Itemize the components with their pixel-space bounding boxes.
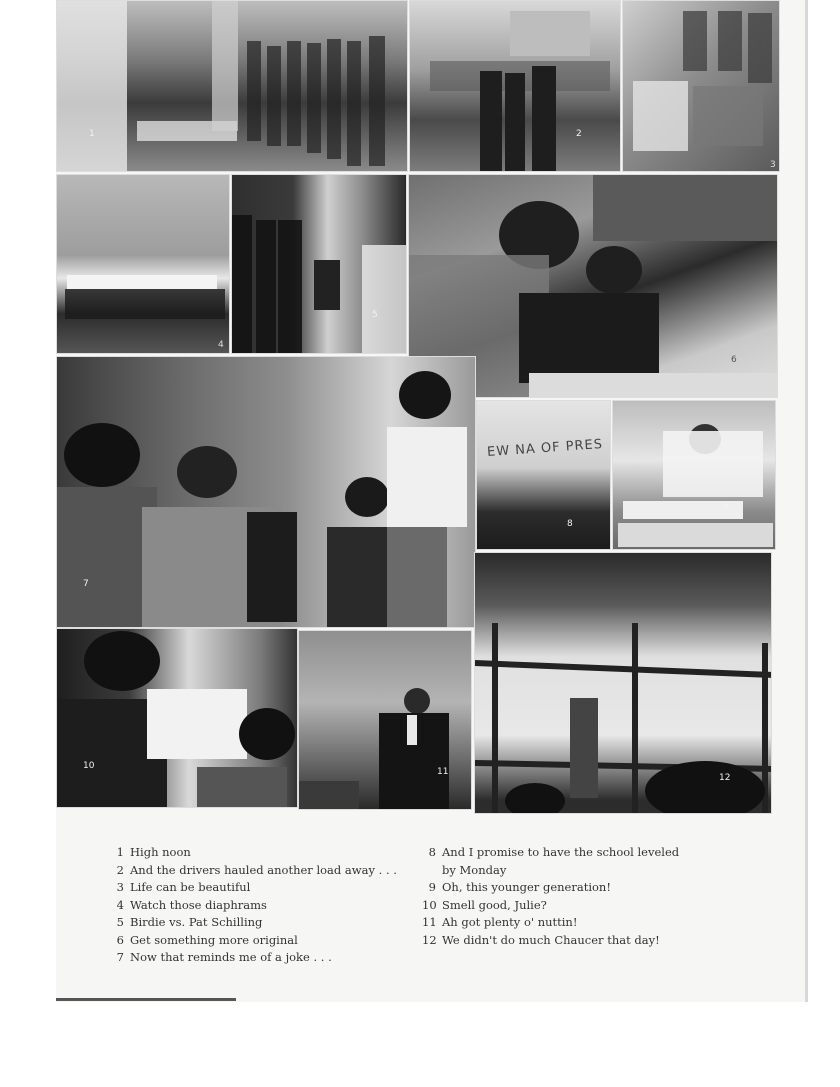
photo-8 xyxy=(476,400,611,550)
photo-3-scene xyxy=(623,1,780,172)
photo-number-hidden: 3 xyxy=(770,160,776,170)
page-edge xyxy=(805,0,808,1002)
photo-number: 8 xyxy=(567,519,573,529)
photo-4 xyxy=(56,174,230,354)
photo-10-scene xyxy=(57,629,298,808)
caption-item: 4 Watch those diaphrams xyxy=(116,897,267,912)
banner-text: EW NA OF PRES xyxy=(486,436,604,461)
caption-item: 11 Ah got plenty o' nuttin! xyxy=(422,915,578,929)
photo-5-scene xyxy=(232,175,407,354)
photo-number: 5 xyxy=(372,310,378,320)
photo-2-scene xyxy=(410,1,621,172)
photo-4-scene xyxy=(57,175,230,354)
caption-item: 10 Smell good, Julie? xyxy=(422,897,547,912)
photo-12 xyxy=(474,552,772,814)
photo-number: 9 xyxy=(723,501,729,511)
photo-number: 6 xyxy=(731,355,737,365)
photo-10 xyxy=(56,628,298,808)
photo-7-scene xyxy=(57,357,476,628)
caption-item: 1 High noon xyxy=(116,845,191,859)
bottom-rule xyxy=(56,998,236,1001)
photo-5 xyxy=(231,174,407,354)
captions-left xyxy=(110,844,397,967)
caption-item: 12 We didn't do much Chaucer that day! xyxy=(422,932,660,947)
photo-number: 10 xyxy=(83,761,95,771)
caption-item: 2 And the drivers hauled another load away . . . xyxy=(116,862,397,877)
photo-11 xyxy=(298,630,472,810)
caption-item: 9 Oh, this younger generation! xyxy=(428,880,611,894)
photo-2 xyxy=(409,0,621,172)
photo-1 xyxy=(56,0,408,172)
photo-number: 2 xyxy=(576,129,582,139)
photo-number: 12 xyxy=(719,773,731,783)
photo-number: 11 xyxy=(437,767,449,777)
photo-1-scene xyxy=(57,1,408,172)
photo-11-scene xyxy=(299,631,472,810)
photo-number: 7 xyxy=(83,579,89,589)
photo-9-scene xyxy=(613,401,776,550)
photo-number: 1 xyxy=(89,129,95,139)
photo-number-hidden: 4 xyxy=(218,340,224,350)
caption-item: 7 Now that reminds me of a joke . . . xyxy=(116,950,332,964)
caption-item: 3 Life can be beautiful xyxy=(116,880,251,894)
caption-item: 6 Get something more original xyxy=(116,932,298,947)
photo-7 xyxy=(56,356,476,628)
caption-item: 8 And I promise to have the school leveled by Monday xyxy=(428,845,680,877)
photo-3 xyxy=(622,0,780,172)
caption-item: 5 Birdie vs. Pat Schilling xyxy=(116,915,263,929)
photo-9 xyxy=(612,400,776,550)
captions-right xyxy=(422,844,692,949)
